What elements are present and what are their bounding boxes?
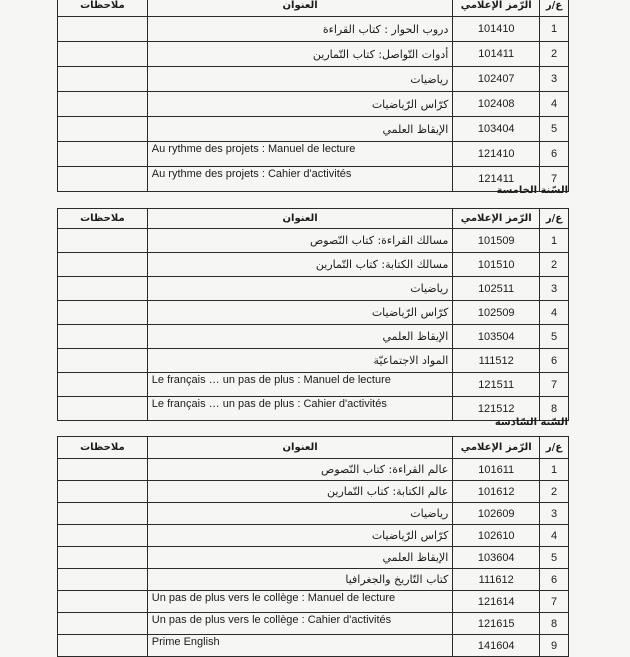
row-number-cell: 2 [540,42,569,67]
title-cell: أدوات التّواصل: كتاب التّمارين [147,42,453,67]
code-cell: 111512 [453,349,540,373]
code-cell: 121614 [453,591,540,613]
code-cell: 102509 [453,301,540,325]
code-cell: 101509 [453,229,540,253]
notes-cell [58,525,148,547]
table-row [58,253,569,277]
title-header: العنوان [147,209,453,229]
notes-cell [58,277,148,301]
grade-4-books-table [57,0,569,192]
grade-5-caption: السّنة الخامسة [496,185,568,196]
row-number-cell: 7 [540,373,569,397]
table-row [58,349,569,373]
code-cell: 102609 [453,503,540,525]
table-row [58,142,569,167]
notes-header: ملاحظات [58,0,148,17]
title-cell: كرّاس الرّياضيات [147,92,453,117]
row-number-cell: 4 [540,301,569,325]
title-cell: مسالك القراءة: كتاب النّصوص [147,229,453,253]
notes-cell [58,229,148,253]
table-row [58,229,569,253]
title-cell: Au rythme des projets : Manuel de lecture [147,142,453,167]
notes-cell [58,67,148,92]
table-row [58,397,569,421]
title-cell: عالم الكتابة: كتاب التّمارين [147,481,453,503]
table-header-row [58,209,569,229]
code-cell: 103504 [453,325,540,349]
notes-cell [58,481,148,503]
row-number-cell: 2 [540,481,569,503]
notes-header: ملاحظات [58,437,148,459]
row-number-cell: 4 [540,92,569,117]
row-number-cell: 8 [540,397,569,421]
code-cell: 103604 [453,547,540,569]
row-number-cell: 3 [540,67,569,92]
notes-cell [58,117,148,142]
title-cell: رياضيات [147,277,453,301]
row-number-cell: 2 [540,253,569,277]
notes-cell [58,253,148,277]
code-cell: 102408 [453,92,540,117]
title-cell: عالم القراءة: كتاب النّصوص [147,459,453,481]
code-cell: 102511 [453,277,540,301]
title-cell: كرّاس الرّياضيات [147,301,453,325]
notes-cell [58,459,148,481]
notes-cell [58,397,148,421]
notes-cell [58,635,148,657]
grade-6-books-table [57,436,569,657]
code-cell: 121410 [453,142,540,167]
title-cell: المواد الاجتماعيّة [147,349,453,373]
row-number-cell: 6 [540,349,569,373]
row-number-cell: 5 [540,547,569,569]
grade-5-books-table [57,208,569,421]
table-row [58,503,569,525]
code-header: الرّمز الإعلامي [453,209,540,229]
row-number-cell: 1 [540,459,569,481]
code-cell: 102407 [453,67,540,92]
table-row [58,17,569,42]
code-cell: 121511 [453,373,540,397]
notes-cell [58,613,148,635]
notes-cell [58,325,148,349]
table-row [58,569,569,591]
code-cell: 121512 [453,397,540,421]
table-row [58,42,569,67]
row-number-cell: 4 [540,525,569,547]
table-row [58,459,569,481]
row-number-cell: 5 [540,325,569,349]
notes-cell [58,503,148,525]
code-cell: 103404 [453,117,540,142]
title-cell: الإيقاظ العلمي [147,547,453,569]
notes-cell [58,547,148,569]
table-row [58,481,569,503]
title-cell: Un pas de plus vers le collège : Manuel de lecture [147,591,453,613]
code-header: الرّمز الإعلامي [453,0,540,17]
table-row [58,547,569,569]
num-header: ع/ر [540,0,569,17]
table-row [58,525,569,547]
title-cell: مسالك الكتابة: كتاب التّمارين [147,253,453,277]
notes-cell [58,92,148,117]
num-header: ع/ر [540,209,569,229]
code-cell: 111612 [453,569,540,591]
code-cell: 141604 [453,635,540,657]
title-cell: Prime English [147,635,453,657]
title-cell: كرّاس الرّياضيات [147,525,453,547]
title-cell: الإيقاظ العلمي [147,117,453,142]
code-cell: 121411 [453,167,540,192]
table-row [58,277,569,301]
code-header: الرّمز الإعلامي [453,437,540,459]
table-row [58,613,569,635]
code-cell: 101612 [453,481,540,503]
row-number-cell: 7 [540,167,569,192]
title-cell: Un pas de plus vers le collège : Cahier d'activités [147,613,453,635]
table-header-row [58,437,569,459]
row-number-cell: 3 [540,503,569,525]
notes-cell [58,591,148,613]
row-number-cell: 8 [540,613,569,635]
code-cell: 101611 [453,459,540,481]
notes-cell [58,301,148,325]
table-header-row [58,0,569,17]
num-header: ع/ر [540,437,569,459]
row-number-cell: 1 [540,229,569,253]
notes-cell [58,349,148,373]
title-header: العنوان [147,0,453,17]
notes-header: ملاحظات [58,209,148,229]
table-row [58,301,569,325]
row-number-cell: 7 [540,591,569,613]
code-cell: 121615 [453,613,540,635]
code-cell: 101510 [453,253,540,277]
notes-cell [58,167,148,192]
title-cell: كتاب التّاريخ والجغرافيا [147,569,453,591]
table-row [58,373,569,397]
table-row [58,325,569,349]
table-row [58,591,569,613]
title-cell: رياضيات [147,503,453,525]
title-header: العنوان [147,437,453,459]
row-number-cell: 5 [540,117,569,142]
title-cell: Le français … un pas de plus : Manuel de lecture [147,373,453,397]
notes-cell [58,373,148,397]
notes-cell [58,142,148,167]
row-number-cell: 6 [540,569,569,591]
row-number-cell: 6 [540,142,569,167]
title-cell: Le français … un pas de plus : Cahier d'activités [147,397,453,421]
row-number-cell: 9 [540,635,569,657]
table-row [58,67,569,92]
row-number-cell: 3 [540,277,569,301]
code-cell: 101411 [453,42,540,67]
code-cell: 102610 [453,525,540,547]
table-row [58,92,569,117]
code-cell: 101410 [453,17,540,42]
grade-6-caption: السّنة السّادسة [494,417,568,428]
title-cell: Au rythme des projets : Cahier d'activités [147,167,453,192]
table-row [58,167,569,192]
title-cell: رياضيات [147,67,453,92]
notes-cell [58,42,148,67]
notes-cell [58,569,148,591]
notes-cell [58,17,148,42]
table-row [58,117,569,142]
title-cell: الإيقاظ العلمي [147,325,453,349]
title-cell: دروب الحوار : كتاب القراءة [147,17,453,42]
table-row [58,635,569,657]
row-number-cell: 1 [540,17,569,42]
